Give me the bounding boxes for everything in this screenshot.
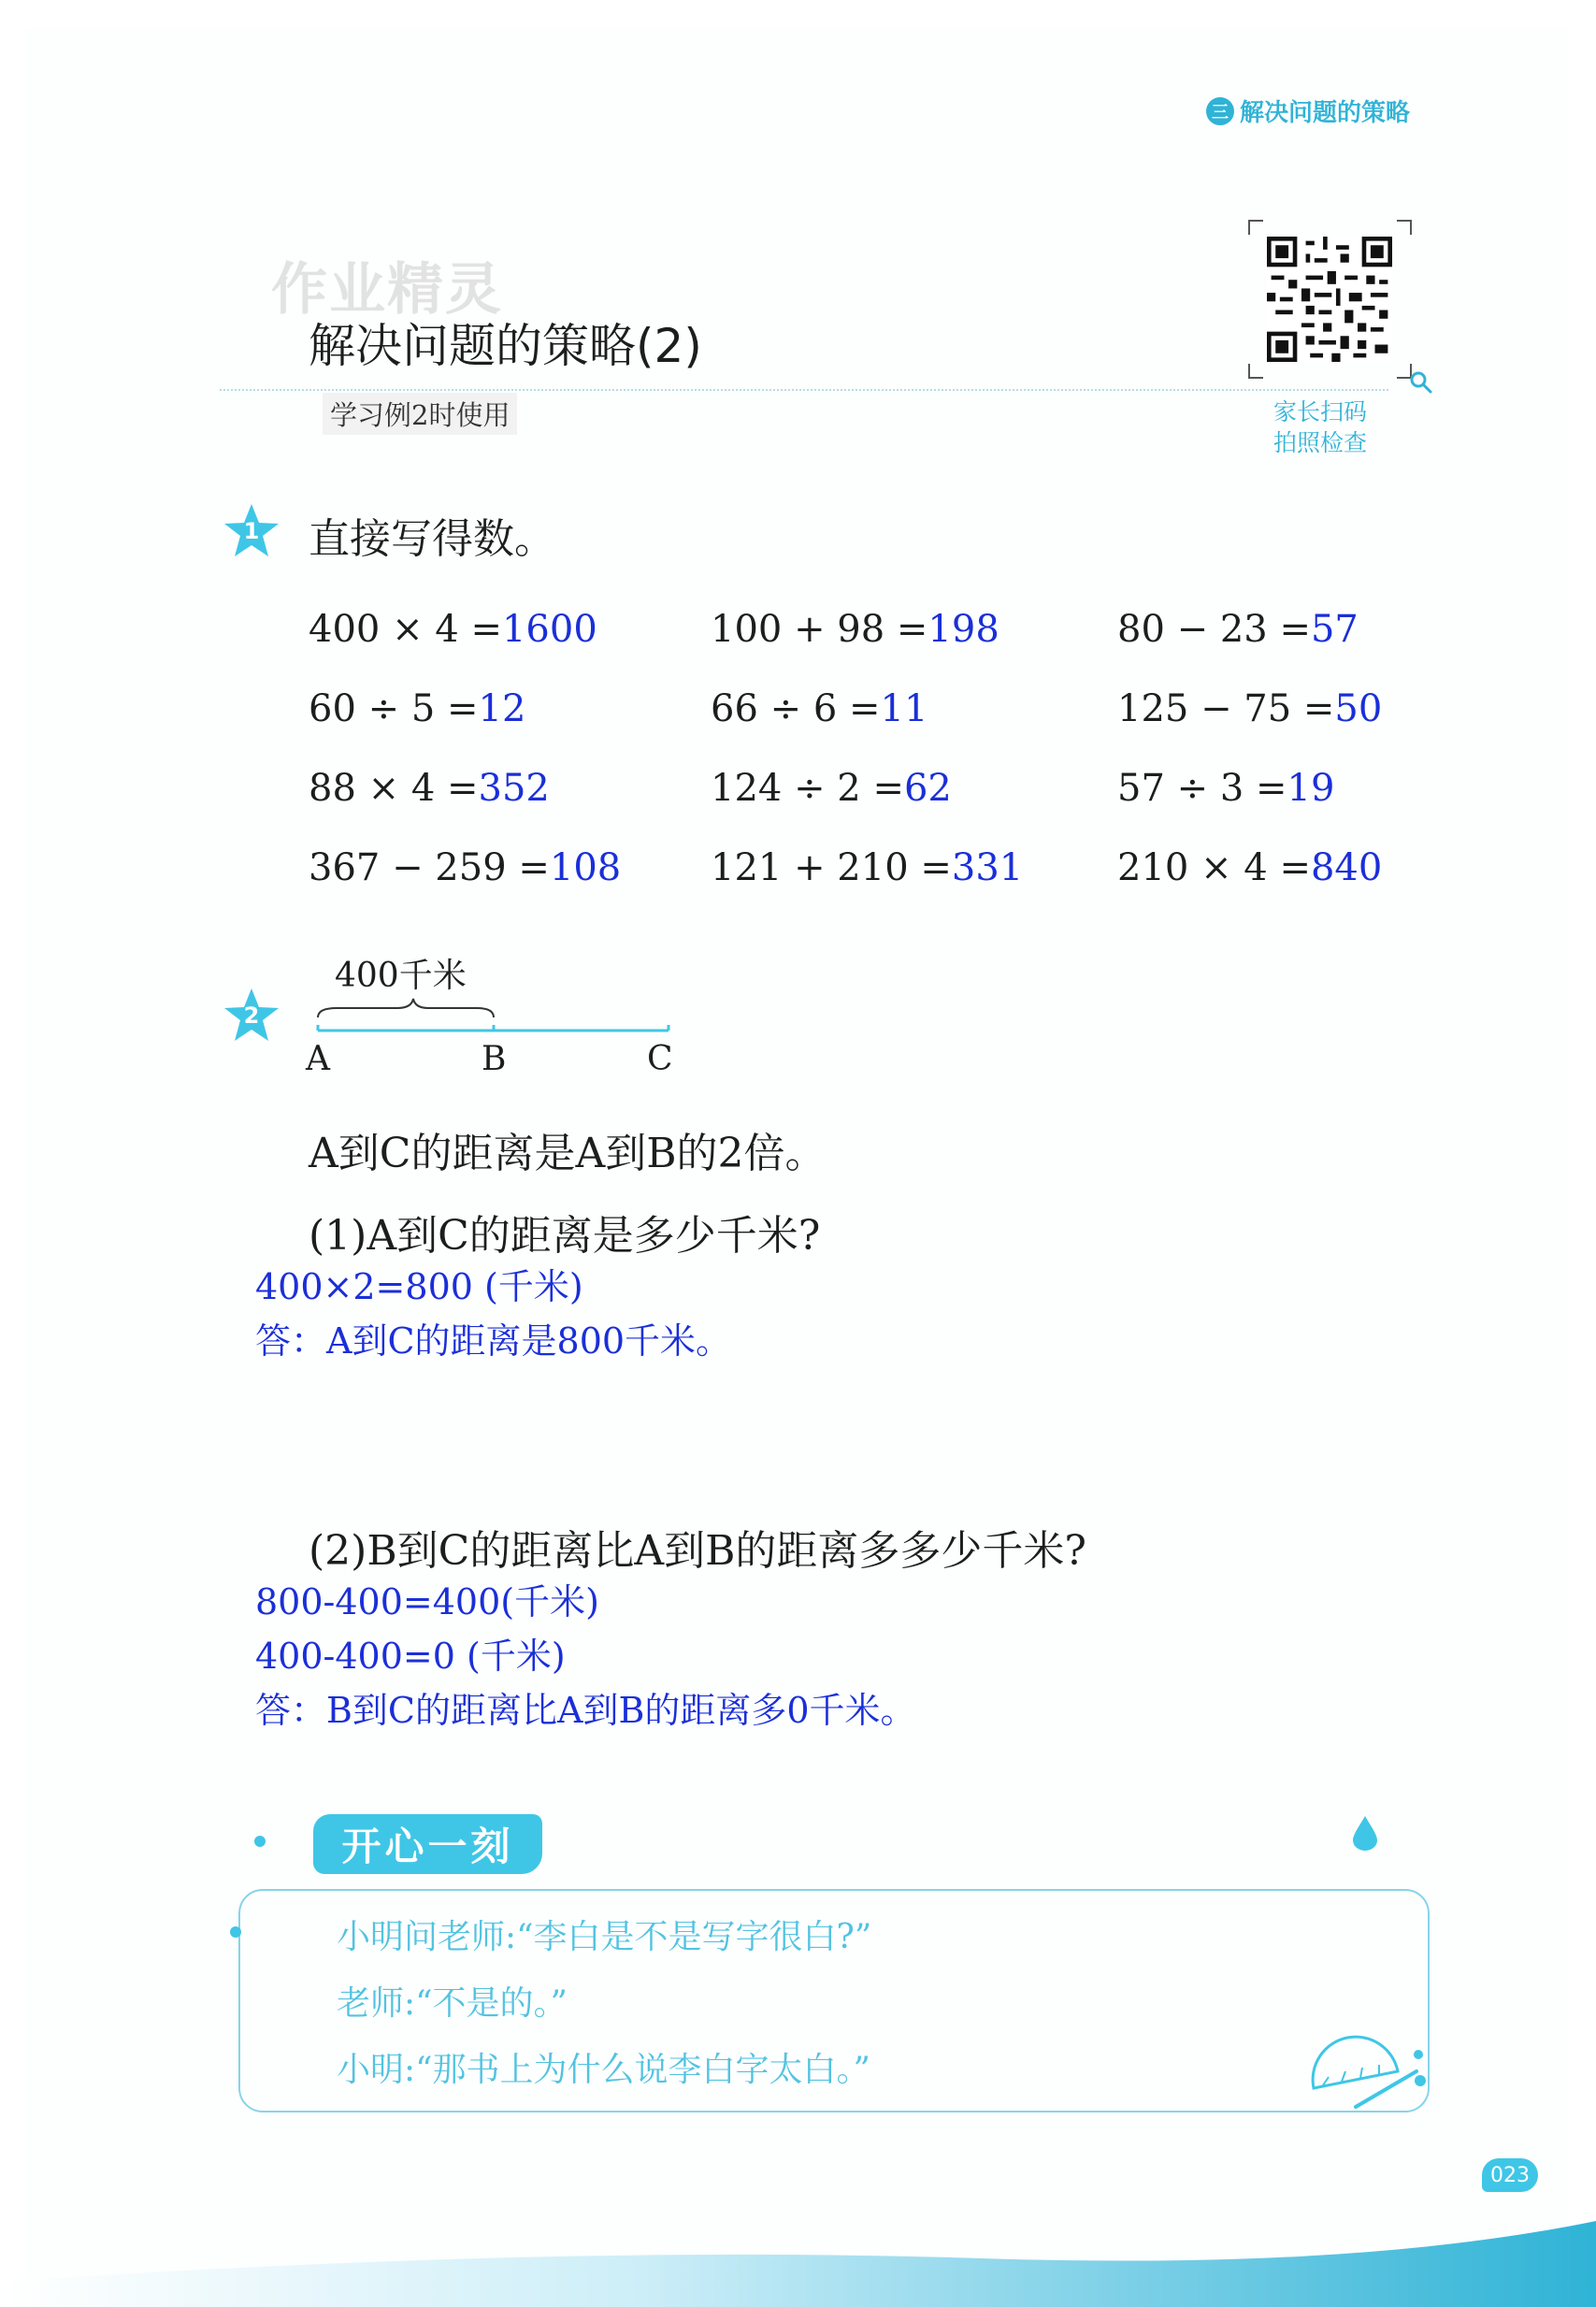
chapter-number-badge: 三 (1206, 97, 1234, 125)
calc-item (309, 608, 597, 651)
part-1-work: 400×2=800 (千米) (255, 1266, 583, 1307)
happy-moment-title: 开心一刻 (313, 1814, 542, 1874)
calc-item (711, 608, 999, 651)
calc-expression: 367 − 259 = (309, 846, 550, 889)
lesson-title: 解决问题的策略(2) (309, 319, 702, 373)
calc-answer: 62 (903, 767, 952, 810)
point-a-label: A (306, 1040, 330, 1078)
part-2-work-2: 400-400=0 (千米) (255, 1636, 566, 1677)
question-2-star-icon: 2 (223, 987, 280, 1045)
page-number: 023 (1482, 2158, 1538, 2192)
calc-expression: 57 ÷ 3 = (1117, 767, 1287, 810)
scan-label: 家长扫码 拍照检查 (1273, 398, 1368, 456)
calc-answer: 352 (478, 767, 550, 810)
joke-line: 小明:“那书上为什么说李白字太白。” (337, 2051, 870, 2089)
calc-answer: 1600 (501, 608, 597, 651)
calc-answer: 12 (478, 687, 526, 730)
decor-dot (254, 1836, 266, 1847)
point-b-label: B (482, 1040, 507, 1078)
question-2-statement: A到C的距离是A到B的2倍。 (309, 1130, 827, 1177)
calc-item (711, 767, 952, 810)
calc-answer: 19 (1287, 767, 1335, 810)
calc-expression: 210 × 4 = (1117, 846, 1311, 889)
point-c-label: C (647, 1040, 673, 1078)
title-divider (220, 389, 1388, 391)
calc-expression: 125 − 75 = (1117, 687, 1335, 730)
qr-code-icon (1267, 237, 1392, 362)
search-icon (1409, 370, 1433, 395)
chapter-title: 解决问题的策略 (1240, 99, 1411, 127)
calc-item (711, 687, 927, 730)
calc-expression: 80 − 23 = (1117, 608, 1311, 651)
lesson-subtitle: 学习例2时使用 (323, 393, 517, 435)
question-1-title: 直接写得数。 (309, 515, 555, 563)
qr-code-frame[interactable] (1248, 220, 1412, 379)
calc-answer: 840 (1310, 846, 1383, 889)
calc-expression: 121 + 210 = (711, 846, 952, 889)
calc-item (1117, 608, 1359, 651)
calc-expression: 400 × 4 = (309, 608, 502, 651)
part-1-answer: 答：A到C的距离是800千米。 (255, 1320, 732, 1362)
water-drop-icon (1351, 1814, 1379, 1852)
distance-label: 400千米 (335, 957, 467, 995)
joke-line: 小明问老师:“李白是不是写字很白?” (337, 1918, 872, 1956)
calc-expression: 100 + 98 = (711, 608, 928, 651)
joke-line: 老师:“不是的。” (337, 1984, 568, 2023)
part-2-work-1: 800-400=400(千米) (255, 1581, 599, 1622)
question-1-star-icon: 1 (223, 502, 280, 560)
footer-wave (0, 2207, 1596, 2307)
question-2-part-2: (2)B到C的距离比A到B的距离多多少千米? (309, 1527, 1087, 1575)
watermark: 作业精灵 (271, 257, 503, 323)
calc-answer: 57 (1310, 608, 1359, 651)
calc-item (309, 846, 621, 889)
calc-expression: 124 ÷ 2 = (711, 767, 904, 810)
ruler-protractor-icon (1304, 2034, 1426, 2109)
calc-item (711, 846, 1023, 889)
calc-item (1117, 687, 1382, 730)
chapter-tag (1206, 94, 1410, 128)
calc-item (1117, 846, 1382, 889)
calc-expression: 66 ÷ 6 = (711, 687, 881, 730)
calc-answer: 50 (1334, 687, 1383, 730)
calc-item (1117, 767, 1334, 810)
decor-dot (230, 1926, 241, 1938)
calc-answer: 331 (951, 846, 1024, 889)
calc-item (309, 767, 550, 810)
distance-line-diagram (309, 991, 683, 1038)
calc-answer: 11 (880, 687, 928, 730)
part-2-answer: 答：B到C的距离比A到B的距离多0千米。 (255, 1690, 916, 1731)
calc-expression: 60 ÷ 5 = (309, 687, 479, 730)
calc-answer: 108 (549, 846, 622, 889)
question-2-part-1: (1)A到C的距离是多少千米? (309, 1212, 821, 1260)
calc-item (309, 687, 525, 730)
calc-expression: 88 × 4 = (309, 767, 479, 810)
calc-answer: 198 (927, 608, 999, 651)
